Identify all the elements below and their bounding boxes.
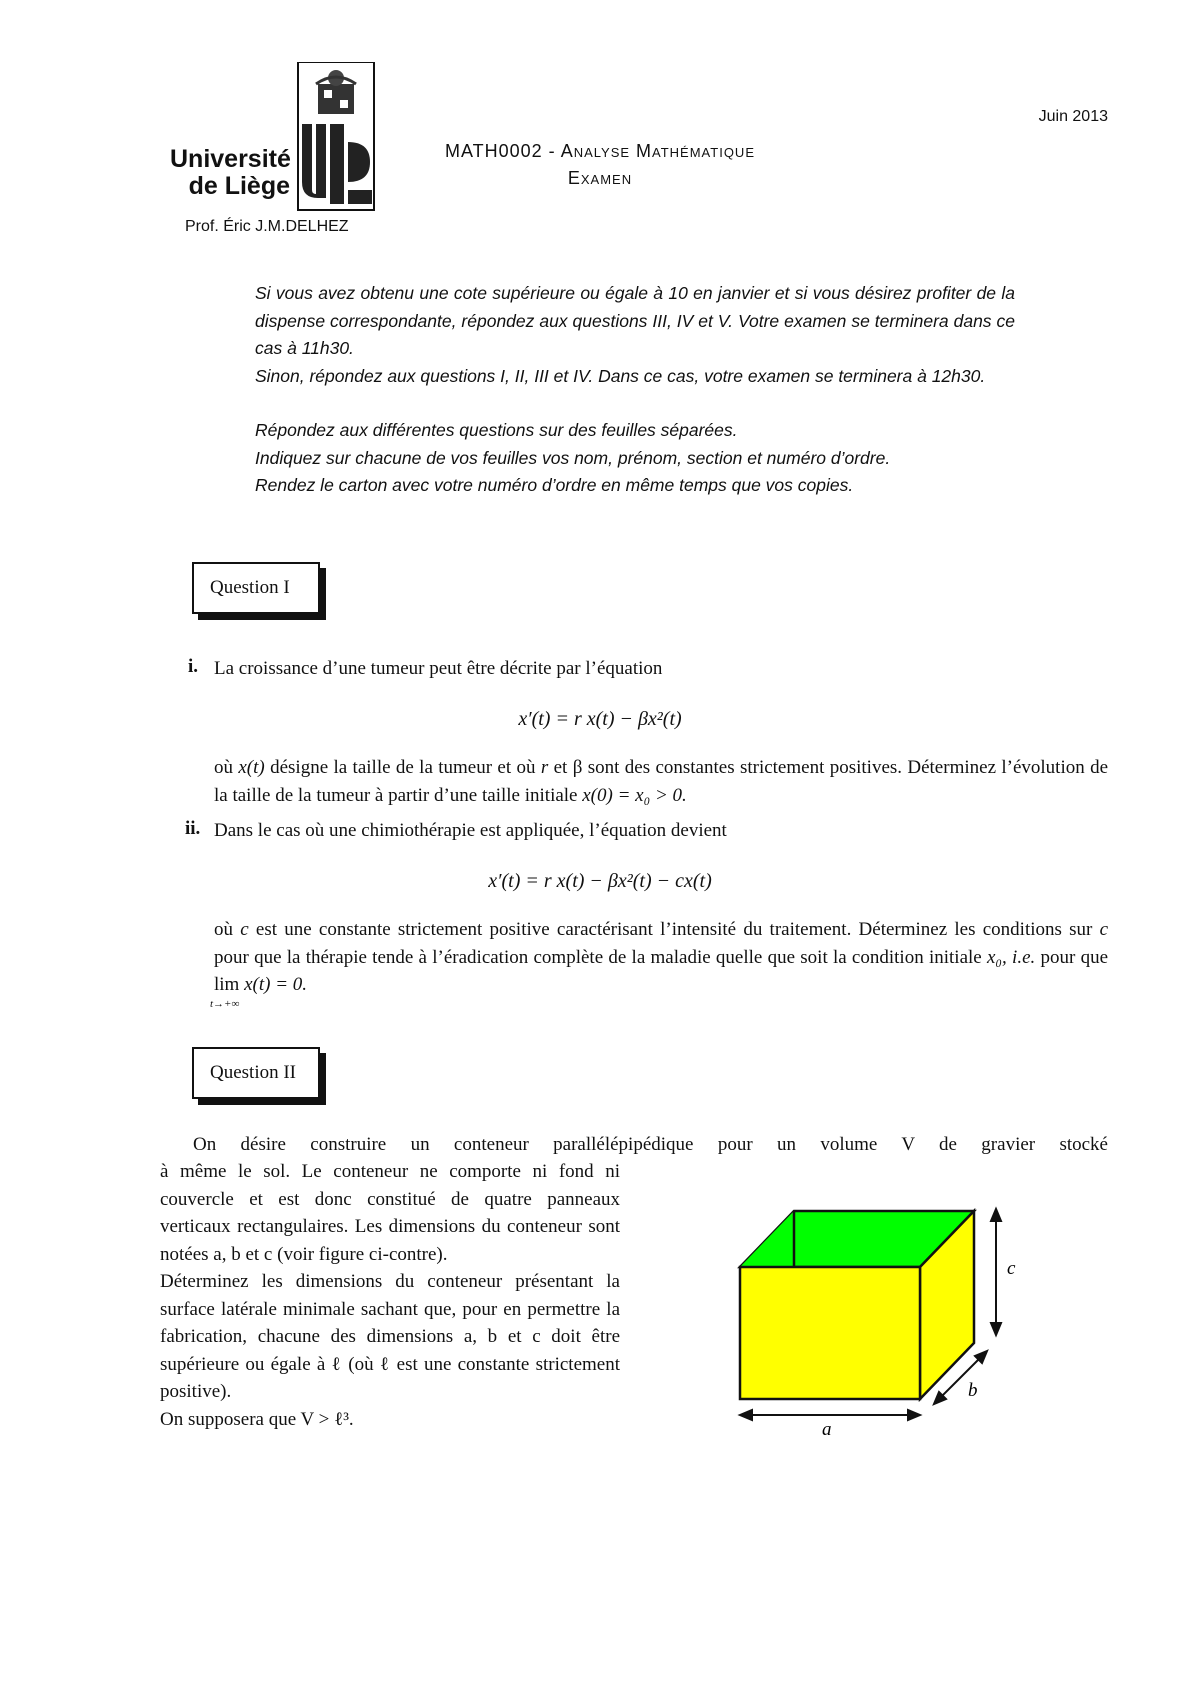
instruction-p3: Répondez aux différentes questions sur des feuilles séparées. [255,420,738,440]
instructions [255,280,1015,500]
professor-name: Prof. Éric J.M.DELHEZ [185,218,349,235]
fig-label-c: c [1007,1258,1016,1279]
exam-label: Examen [567,168,633,188]
exam-date: Juin 2013 [1038,108,1108,125]
university-name: Université de Liège [170,145,291,200]
container-figure [720,1195,1050,1435]
instruction-p1: Si vous avez obtenu une cote supérieure ou égale à 10 en janvier et si vous désirez profiter de la dispense correspondante, répondez aux questions III, IV et V. Votre examen se terminera dans ce cas à 11h30. [255,283,1015,358]
equation-2: x′(t) = r x(t) − βx²(t) − cx(t) [488,870,712,892]
instruction-p2: Sinon, répondez aux questions I, II, III et IV. Dans ce cas, votre examen se terminera à 12h30. [255,365,986,386]
item-i-label: i. [188,656,199,677]
question-2-lead: On désire construire un conteneur parallélépipédique pour un volume V de gravier stocké [193,1134,1108,1155]
item-ii-follow: où c est une constante strictement positive caractérisant l’intensité du traitement. Déterminez les conditions sur c pour que la thérapie tende à l’éradication complète de la maladie quelle que soit la condition initiale x₀, i.e. pour que lim t→+∞ x(t) = 0. [210,919,1109,1010]
fig-label-b: b [968,1380,978,1401]
item-i-text: La croissance d’une tumeur peut être décrite par l’équation [214,658,663,679]
question-2-body: à même le sol. Le conteneur ne comporte ni fond ni couvercle et est donc constitué de quatre panneaux verticaux rectangulaires. Les dimensions du conteneur sont notées a, b et c (voir figure ci-contre). Déterminez les dimensions du conteneur présentant la surface latérale minimale sachant que, pour en permettre la fabrication, chacune des dimensions a, b et c doit être supérieure ou égale à ℓ (où ℓ est une constante strictement positive). On supposera que V > ℓ³. [160,1161,620,1430]
crest-icon [316,70,356,114]
item-ii-label: ii. [185,818,201,839]
question-1-title: Question I [192,562,320,614]
course-heading [0,138,1200,192]
item-ii-text: Dans le cas où une chimiothérapie est appliquée, l’équation devient [214,820,727,841]
equation-1: x′(t) = r x(t) − βx²(t) [518,708,682,730]
item-i-follow: où x(t) désigne la taille de la tumeur et où r et β sont des constantes strictement positives. Déterminez l’évolution de la taille de la tumeur à partir d’une taille initiale x(0) = x₀ > 0. [214,757,1109,806]
question-2-title: Question II [192,1047,320,1099]
fig-label-a: a [822,1419,832,1435]
instruction-p5: Rendez le carton avec votre numéro d’ordre en même temps que vos copies. [255,475,854,495]
instruction-p4: Indiquez sur chacune de vos feuilles vos nom, prénom, section et numéro d’ordre. [255,447,891,468]
course-title: MATH0002 - Analyse Mathématique [444,141,755,161]
container-front-face [740,1267,920,1399]
